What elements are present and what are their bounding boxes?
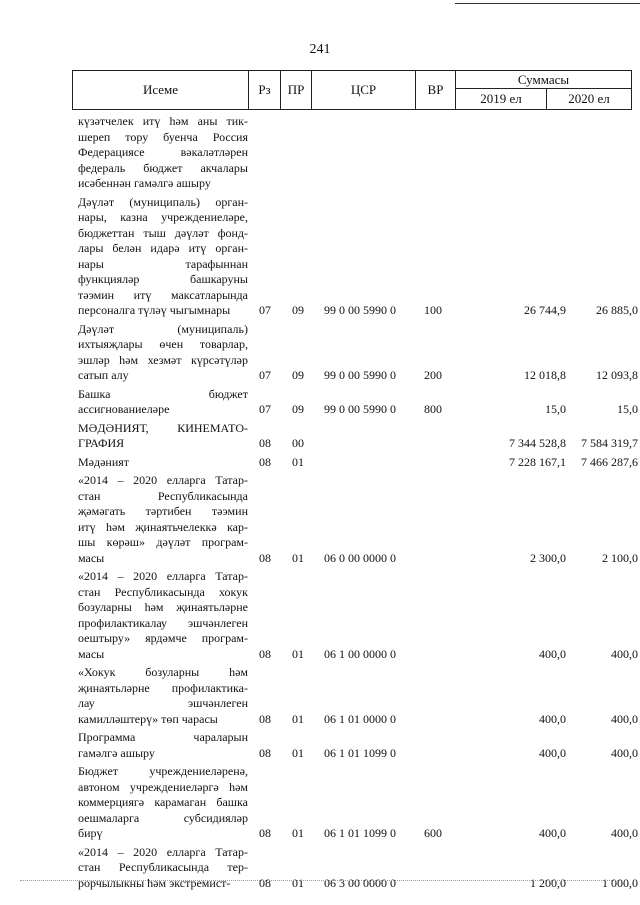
row-amount-2019: 12 018,8 (524, 368, 566, 382)
row-amount-2020: 2 100,0 (602, 550, 638, 565)
row-name-line: камилләштерү» төп чарасы (78, 711, 218, 726)
row-values (78, 647, 638, 663)
bottom-scan-line (20, 880, 620, 881)
row-amount-2019: 7 344 528,8 (509, 436, 566, 450)
row-name-line: «2014 – 2020 елларга Татар- (78, 844, 248, 859)
row-amount-2020: 400,0 (611, 646, 638, 661)
row-amount-2020: 7 466 287,6 (581, 454, 638, 469)
row-amount-2019: 400,0 (539, 711, 566, 726)
row-name-line: ассигнованиеләре (78, 402, 170, 416)
row-name-line: функцияләр башкаруны (78, 272, 248, 286)
row-name-line: ихтыяҗлары өчен товарлар, (78, 337, 248, 351)
row-name-line: автоном учреждениеләргә һәм (78, 779, 248, 794)
row-pr: 01 (292, 826, 304, 840)
row-name-line: сатып алу (78, 368, 129, 382)
row-amount-2019: 400,0 (539, 646, 566, 661)
table-row (78, 455, 638, 471)
row-name-line: бирү (78, 826, 103, 840)
row-name-line: оештыру» ярдәмче програм- (78, 631, 248, 645)
table-row (78, 730, 638, 761)
row-pr: 01 (292, 711, 304, 726)
row-rz: 07 (259, 368, 271, 382)
row-amount-2019: 26 744,9 (524, 303, 566, 317)
row-name-line: «2014 – 2020 елларга Татар- (78, 569, 248, 583)
row-name-line: шы көрәш» дәүләт програм- (78, 535, 248, 549)
row-name-line: «2014 – 2020 елларга Татар- (78, 473, 248, 487)
header-csr: ЦСР (312, 71, 416, 110)
row-rz: 08 (259, 436, 271, 450)
row-name-line: бозуларны һәм җинаятьләрне (78, 600, 248, 614)
row-csr: 06 0 00 0000 0 (324, 550, 396, 565)
row-amount-2019: 400,0 (539, 745, 566, 760)
table-row (78, 114, 638, 192)
row-csr: 06 1 01 1099 0 (324, 745, 396, 760)
row-name-line: исәбеннән гамәлгә ашыру (78, 176, 211, 190)
top-rule (455, 3, 640, 4)
row-name-line: Дәүләт (муниципаль) орган- (78, 194, 248, 209)
row-name-line: лау эшчәнлеген (78, 696, 248, 710)
row-name-line: масы (78, 646, 105, 661)
row-amount-2020: 7 584 319,7 (581, 436, 638, 450)
row-csr: 06 1 01 1099 0 (324, 826, 396, 840)
row-amount-2020: 1 000,0 (602, 875, 638, 890)
row-amount-2020: 15,0 (617, 402, 638, 416)
page-number: 241 (309, 42, 331, 57)
row-amount-2019: 400,0 (539, 826, 566, 840)
row-pr: 09 (292, 303, 304, 317)
row-rz: 08 (259, 646, 271, 661)
row-rz: 08 (259, 875, 271, 890)
header-vr: ВР (416, 71, 456, 110)
row-values (78, 826, 638, 842)
table-row (78, 387, 638, 418)
row-pr: 01 (292, 745, 304, 760)
row-name-line: стан Республикасында хокук (78, 584, 248, 599)
row-rz: 08 (259, 550, 271, 565)
row-values (78, 436, 638, 452)
row-name-line: җәмәгать тәртибен тәэмин (78, 504, 248, 518)
row-name-line: күзәтчелек итү һәм аны тик- (78, 114, 248, 128)
row-vr: 200 (424, 368, 442, 382)
row-rz: 07 (259, 402, 271, 416)
row-amount-2019: 1 200,0 (530, 875, 566, 890)
row-values (78, 876, 638, 892)
table-row (78, 473, 638, 566)
table-header (72, 70, 632, 110)
row-rz: 08 (259, 711, 271, 726)
table-row (78, 195, 638, 319)
row-amount-2020: 26 885,0 (596, 303, 638, 317)
table-body (78, 114, 638, 894)
row-pr: 01 (292, 550, 304, 565)
row-name-line: масы (78, 550, 105, 565)
table-row (78, 845, 638, 892)
row-pr: 09 (292, 368, 304, 382)
row-name-line: рорчылыкны һәм экстремист- (78, 875, 231, 890)
row-pr: 01 (292, 875, 304, 890)
table-row (78, 764, 638, 842)
row-amount-2020: 400,0 (611, 745, 638, 760)
row-name-line: стан Республикасында (78, 488, 248, 503)
row-name-line: оешмаларга субсидияләр (78, 810, 248, 825)
row-name-line: итү һәм җинаятьчелеккә кар- (78, 519, 248, 534)
row-name-line: лары белән идарә итү орган- (78, 241, 248, 255)
row-csr: 06 1 00 0000 0 (324, 646, 396, 661)
row-name-line: персоналга түләү чыгымнары (78, 303, 231, 317)
header-sums: Суммасы (456, 71, 632, 89)
header-rz: Рз (249, 71, 281, 110)
row-name-line: ГРАФИЯ (78, 436, 125, 450)
row-rz: 07 (259, 303, 271, 317)
row-rz: 08 (259, 745, 271, 760)
table-row (78, 421, 638, 452)
row-vr: 800 (424, 402, 442, 416)
row-name-line: нары, казна учреждениеләре, (78, 210, 248, 224)
row-name-line: шереп тору буенча Россия (78, 129, 248, 144)
row-name-line: нары тарафыннан (78, 256, 248, 271)
row-csr: 99 0 00 5990 0 (324, 402, 396, 416)
row-name-line: Бюджет учреждениеләренә, (78, 764, 248, 778)
row-name-line: Дәүләт (муниципаль) (78, 321, 248, 336)
row-csr: 99 0 00 5990 0 (324, 368, 396, 382)
row-csr: 06 1 01 0000 0 (324, 711, 396, 726)
row-name-line: тәэмин итү максатларында (78, 287, 248, 302)
row-pr: 01 (292, 646, 304, 661)
row-name-line: профилактикалау эшчәнлеген (78, 615, 248, 630)
row-pr: 01 (292, 454, 304, 469)
row-csr: 06 3 00 0000 0 (324, 875, 396, 890)
header-year-2020: 2020 ел (547, 89, 632, 110)
row-pr: 00 (292, 436, 304, 450)
header-name: Исеме (73, 71, 249, 110)
row-name-line: Мәдәният (78, 454, 130, 469)
row-csr: 99 0 00 5990 0 (324, 303, 396, 317)
row-rz: 08 (259, 454, 271, 469)
row-amount-2019: 7 228 167,1 (509, 454, 566, 469)
header-year-2019: 2019 ел (456, 89, 547, 110)
table-row (78, 569, 638, 662)
row-name-line: Башка бюджет (78, 386, 248, 401)
table-row (78, 665, 638, 727)
row-name-line: коммерциягә карамаган башка (78, 795, 248, 809)
row-name-line: гамәлгә ашыру (78, 745, 155, 760)
row-name-line: федераль бюджет акчалары (78, 160, 248, 175)
row-name-line: җинаятьләрне профилактика- (78, 680, 248, 695)
row-amount-2020: 400,0 (611, 826, 638, 840)
header-pr: ПР (281, 71, 312, 110)
row-name-line: «Хокук бозуларны һәм (78, 665, 248, 679)
row-name-line: эшләр һәм хезмәт күрсәтүләр (78, 352, 248, 367)
row-values (78, 176, 638, 192)
row-values (78, 551, 638, 567)
row-amount-2020: 400,0 (611, 711, 638, 726)
row-name-line: Программа чараларын (78, 730, 248, 744)
table-row (78, 322, 638, 384)
row-values (78, 712, 638, 728)
row-values (78, 455, 638, 471)
row-name-line: бюджеттан тыш дәүләт фонд- (78, 225, 248, 240)
row-values (78, 746, 638, 762)
row-values (78, 368, 638, 384)
row-amount-2019: 2 300,0 (530, 550, 566, 565)
row-values (78, 402, 638, 418)
row-vr: 600 (424, 826, 442, 840)
row-name-line: стан Республикасында тер- (78, 860, 248, 874)
row-name (78, 195, 248, 319)
row-name-line: МӘДӘНИЯТ, КИНЕМАТО- (78, 420, 248, 435)
row-rz: 08 (259, 826, 271, 840)
row-amount-2019: 15,0 (545, 402, 566, 416)
row-pr: 09 (292, 402, 304, 416)
row-vr: 100 (424, 303, 442, 317)
row-amount-2020: 12 093,8 (596, 368, 638, 382)
row-values (78, 303, 638, 319)
row-name-line: Федерациясе вәкаләтләрен (78, 145, 248, 159)
